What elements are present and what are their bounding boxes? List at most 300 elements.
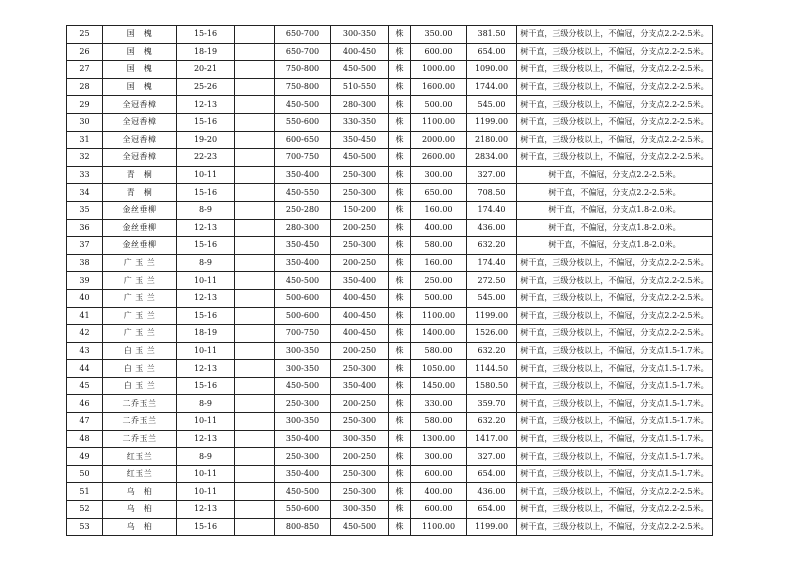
plant-name: 金丝垂柳 xyxy=(103,201,177,219)
blank-cell xyxy=(235,113,275,131)
unit-price: 300.00 xyxy=(411,448,467,466)
row-number: 35 xyxy=(67,201,103,219)
unit-price: 580.00 xyxy=(411,413,467,431)
quality-note: 树干直，三级分枝以上，不偏冠，分支点2.2-2.5米。 xyxy=(517,289,713,307)
plant-height: 250-300 xyxy=(275,395,331,413)
blank-cell xyxy=(235,465,275,483)
blank-cell xyxy=(235,483,275,501)
trunk-diameter: 8-9 xyxy=(177,395,235,413)
unit: 株 xyxy=(389,78,411,96)
unit: 株 xyxy=(389,43,411,61)
table-row xyxy=(67,325,713,343)
unit: 株 xyxy=(389,377,411,395)
quality-note: 树干直，不偏冠，分支点2.2-2.5米。 xyxy=(517,166,713,184)
unit-price: 1400.00 xyxy=(411,325,467,343)
row-number: 43 xyxy=(67,342,103,360)
plant-name: 二乔玉兰 xyxy=(103,395,177,413)
blank-cell xyxy=(235,518,275,536)
quality-note: 树干直，三级分枝以上，不偏冠，分支点2.2-2.5米。 xyxy=(517,325,713,343)
unit-price: 580.00 xyxy=(411,342,467,360)
plant-height: 280-300 xyxy=(275,219,331,237)
unit-price: 1100.00 xyxy=(411,518,467,536)
blank-cell xyxy=(235,272,275,290)
table-row xyxy=(67,430,713,448)
table-row xyxy=(67,219,713,237)
plant-name: 乌 桕 xyxy=(103,518,177,536)
unit: 株 xyxy=(389,254,411,272)
row-number: 27 xyxy=(67,61,103,79)
crown-width: 300-350 xyxy=(331,26,389,44)
plant-height: 300-350 xyxy=(275,413,331,431)
row-number: 47 xyxy=(67,413,103,431)
quality-note: 树干直，三级分枝以上，不偏冠，分支点2.2-2.5米。 xyxy=(517,96,713,114)
table-row xyxy=(67,307,713,325)
total-price: 381.50 xyxy=(467,26,517,44)
unit: 株 xyxy=(389,131,411,149)
crown-width: 200-250 xyxy=(331,219,389,237)
row-number: 33 xyxy=(67,166,103,184)
plant-name: 广 玉 兰 xyxy=(103,254,177,272)
plant-name: 国 槐 xyxy=(103,26,177,44)
quality-note: 树干直，不偏冠，分支点1.8-2.0米。 xyxy=(517,219,713,237)
total-price: 174.40 xyxy=(467,254,517,272)
blank-cell xyxy=(235,501,275,519)
crown-width: 150-200 xyxy=(331,201,389,219)
total-price: 327.00 xyxy=(467,166,517,184)
row-number: 30 xyxy=(67,113,103,131)
table-row xyxy=(67,342,713,360)
table-row xyxy=(67,413,713,431)
row-number: 28 xyxy=(67,78,103,96)
trunk-diameter: 12-13 xyxy=(177,219,235,237)
plant-height: 450-500 xyxy=(275,377,331,395)
quality-note: 树干直，三级分枝以上，不偏冠，分支点1.5-1.7米。 xyxy=(517,377,713,395)
table-row xyxy=(67,465,713,483)
trunk-diameter: 12-13 xyxy=(177,430,235,448)
unit: 株 xyxy=(389,430,411,448)
quality-note: 树干直，三级分枝以上，不偏冠，分支点2.2-2.5米。 xyxy=(517,254,713,272)
row-number: 46 xyxy=(67,395,103,413)
unit: 株 xyxy=(389,149,411,167)
unit: 株 xyxy=(389,342,411,360)
crown-width: 300-350 xyxy=(331,430,389,448)
table-row xyxy=(67,237,713,255)
total-price: 436.00 xyxy=(467,483,517,501)
total-price: 1090.00 xyxy=(467,61,517,79)
plant-name: 广 玉 兰 xyxy=(103,272,177,290)
quality-note: 树干直，三级分枝以上，不偏冠，分支点2.2-2.5米。 xyxy=(517,272,713,290)
unit: 株 xyxy=(389,518,411,536)
row-number: 32 xyxy=(67,149,103,167)
unit-price: 350.00 xyxy=(411,26,467,44)
unit-price: 580.00 xyxy=(411,237,467,255)
table-row xyxy=(67,289,713,307)
total-price: 1199.00 xyxy=(467,307,517,325)
plant-height: 550-600 xyxy=(275,113,331,131)
trunk-diameter: 22-23 xyxy=(177,149,235,167)
plant-name: 乌 桕 xyxy=(103,501,177,519)
row-number: 53 xyxy=(67,518,103,536)
plant-height: 350-400 xyxy=(275,430,331,448)
crown-width: 400-450 xyxy=(331,307,389,325)
row-number: 45 xyxy=(67,377,103,395)
blank-cell xyxy=(235,430,275,448)
row-number: 34 xyxy=(67,184,103,202)
plant-height: 450-500 xyxy=(275,483,331,501)
unit-price: 1050.00 xyxy=(411,360,467,378)
crown-width: 200-250 xyxy=(331,342,389,360)
trunk-diameter: 15-16 xyxy=(177,518,235,536)
total-price: 174.40 xyxy=(467,201,517,219)
blank-cell xyxy=(235,43,275,61)
plant-height: 750-800 xyxy=(275,61,331,79)
plant-height: 750-800 xyxy=(275,78,331,96)
total-price: 1744.00 xyxy=(467,78,517,96)
plant-height: 350-400 xyxy=(275,166,331,184)
plant-name: 金丝垂柳 xyxy=(103,237,177,255)
plant-name: 全冠香樟 xyxy=(103,113,177,131)
crown-width: 250-300 xyxy=(331,413,389,431)
unit: 株 xyxy=(389,413,411,431)
plant-name: 广 玉 兰 xyxy=(103,307,177,325)
crown-width: 250-300 xyxy=(331,360,389,378)
blank-cell xyxy=(235,325,275,343)
plant-height: 450-550 xyxy=(275,184,331,202)
unit: 株 xyxy=(389,448,411,466)
plant-height: 350-450 xyxy=(275,237,331,255)
table-row xyxy=(67,395,713,413)
row-number: 41 xyxy=(67,307,103,325)
row-number: 29 xyxy=(67,96,103,114)
trunk-diameter: 10-11 xyxy=(177,483,235,501)
total-price: 708.50 xyxy=(467,184,517,202)
crown-width: 400-450 xyxy=(331,325,389,343)
plant-name: 青 桐 xyxy=(103,184,177,202)
plant-name: 二乔玉兰 xyxy=(103,430,177,448)
table-row xyxy=(67,131,713,149)
unit-price: 2600.00 xyxy=(411,149,467,167)
unit-price: 400.00 xyxy=(411,483,467,501)
plant-height: 600-650 xyxy=(275,131,331,149)
quality-note: 树干直，三级分枝以上，不偏冠，分支点2.2-2.5米。 xyxy=(517,307,713,325)
quality-note: 树干直，三级分枝以上，不偏冠，分支点2.2-2.5米。 xyxy=(517,501,713,519)
blank-cell xyxy=(235,96,275,114)
row-number: 52 xyxy=(67,501,103,519)
total-price: 632.20 xyxy=(467,342,517,360)
plant-height: 650-700 xyxy=(275,43,331,61)
blank-cell xyxy=(235,289,275,307)
quality-note: 树干直，三级分枝以上，不偏冠，分支点1.5-1.7米。 xyxy=(517,360,713,378)
trunk-diameter: 15-16 xyxy=(177,184,235,202)
plant-height: 450-500 xyxy=(275,96,331,114)
unit: 株 xyxy=(389,201,411,219)
plant-height: 250-280 xyxy=(275,201,331,219)
plant-name: 全冠香樟 xyxy=(103,131,177,149)
quality-note: 树干直，三级分枝以上，不偏冠，分支点1.5-1.7米。 xyxy=(517,395,713,413)
crown-width: 450-500 xyxy=(331,149,389,167)
quality-note: 树干直，三级分枝以上，不偏冠，分支点2.2-2.5米。 xyxy=(517,43,713,61)
quality-note: 树干直，三级分枝以上，不偏冠，分支点2.2-2.5米。 xyxy=(517,149,713,167)
unit: 株 xyxy=(389,166,411,184)
blank-cell xyxy=(235,377,275,395)
blank-cell xyxy=(235,149,275,167)
quality-note: 树干直，不偏冠，分支点2.2-2.5米。 xyxy=(517,184,713,202)
table-row xyxy=(67,201,713,219)
plant-name: 白 玉 兰 xyxy=(103,377,177,395)
unit: 株 xyxy=(389,272,411,290)
row-number: 39 xyxy=(67,272,103,290)
row-number: 40 xyxy=(67,289,103,307)
unit-price: 160.00 xyxy=(411,254,467,272)
blank-cell xyxy=(235,26,275,44)
table-row xyxy=(67,377,713,395)
unit-price: 650.00 xyxy=(411,184,467,202)
table-row xyxy=(67,272,713,290)
table-row xyxy=(67,113,713,131)
trunk-diameter: 12-13 xyxy=(177,501,235,519)
unit-price: 1100.00 xyxy=(411,113,467,131)
plant-name: 红玉兰 xyxy=(103,465,177,483)
row-number: 26 xyxy=(67,43,103,61)
unit: 株 xyxy=(389,289,411,307)
total-price: 327.00 xyxy=(467,448,517,466)
table-row xyxy=(67,501,713,519)
trunk-diameter: 19-20 xyxy=(177,131,235,149)
table-row xyxy=(67,96,713,114)
plant-height: 700-750 xyxy=(275,325,331,343)
plant-name: 国 槐 xyxy=(103,61,177,79)
crown-width: 510-550 xyxy=(331,78,389,96)
row-number: 44 xyxy=(67,360,103,378)
trunk-diameter: 8-9 xyxy=(177,448,235,466)
plant-height: 700-750 xyxy=(275,149,331,167)
blank-cell xyxy=(235,166,275,184)
total-price: 654.00 xyxy=(467,501,517,519)
plant-height: 450-500 xyxy=(275,272,331,290)
quality-note: 树干直，三级分枝以上，不偏冠，分支点2.2-2.5米。 xyxy=(517,26,713,44)
plant-name: 全冠香樟 xyxy=(103,149,177,167)
blank-cell xyxy=(235,395,275,413)
plant-name: 广 玉 兰 xyxy=(103,289,177,307)
unit: 株 xyxy=(389,325,411,343)
unit: 株 xyxy=(389,237,411,255)
table-body xyxy=(67,26,713,536)
plant-name: 金丝垂柳 xyxy=(103,219,177,237)
total-price: 2834.00 xyxy=(467,149,517,167)
quality-note: 树干直，三级分枝以上，不偏冠，分支点2.2-2.5米。 xyxy=(517,78,713,96)
quality-note: 树干直，三级分枝以上，不偏冠，分支点2.2-2.5米。 xyxy=(517,131,713,149)
trunk-diameter: 10-11 xyxy=(177,272,235,290)
unit: 株 xyxy=(389,395,411,413)
plant-height: 550-600 xyxy=(275,501,331,519)
crown-width: 200-250 xyxy=(331,448,389,466)
plant-height: 650-700 xyxy=(275,26,331,44)
table-row xyxy=(67,483,713,501)
quality-note: 树干直，三级分枝以上，不偏冠，分支点2.2-2.5米。 xyxy=(517,61,713,79)
quality-note: 树干直，三级分枝以上，不偏冠，分支点1.5-1.7米。 xyxy=(517,413,713,431)
plant-name: 白 玉 兰 xyxy=(103,342,177,360)
crown-width: 250-300 xyxy=(331,184,389,202)
unit: 株 xyxy=(389,113,411,131)
total-price: 632.20 xyxy=(467,237,517,255)
quality-note: 树干直，三级分枝以上，不偏冠，分支点2.2-2.5米。 xyxy=(517,483,713,501)
plant-height: 300-350 xyxy=(275,342,331,360)
table-row xyxy=(67,518,713,536)
quality-note: 树干直，不偏冠，分支点1.8-2.0米。 xyxy=(517,237,713,255)
unit-price: 250.00 xyxy=(411,272,467,290)
plant-name: 国 槐 xyxy=(103,43,177,61)
table-row xyxy=(67,26,713,44)
trunk-diameter: 20-21 xyxy=(177,61,235,79)
blank-cell xyxy=(235,201,275,219)
unit-price: 1600.00 xyxy=(411,78,467,96)
table-row xyxy=(67,254,713,272)
row-number: 36 xyxy=(67,219,103,237)
plant-name: 红玉兰 xyxy=(103,448,177,466)
crown-width: 250-300 xyxy=(331,237,389,255)
unit-price: 500.00 xyxy=(411,289,467,307)
table-row xyxy=(67,61,713,79)
plant-name: 青 桐 xyxy=(103,166,177,184)
crown-width: 200-250 xyxy=(331,395,389,413)
crown-width: 250-300 xyxy=(331,483,389,501)
unit: 株 xyxy=(389,219,411,237)
table-row xyxy=(67,360,713,378)
trunk-diameter: 15-16 xyxy=(177,26,235,44)
crown-width: 350-400 xyxy=(331,377,389,395)
total-price: 545.00 xyxy=(467,289,517,307)
plant-height: 350-400 xyxy=(275,254,331,272)
crown-width: 350-450 xyxy=(331,131,389,149)
plant-name: 乌 桕 xyxy=(103,483,177,501)
trunk-diameter: 15-16 xyxy=(177,237,235,255)
trunk-diameter: 10-11 xyxy=(177,465,235,483)
total-price: 1417.00 xyxy=(467,430,517,448)
quality-note: 树干直，三级分枝以上，不偏冠，分支点1.5-1.7米。 xyxy=(517,448,713,466)
total-price: 654.00 xyxy=(467,465,517,483)
trunk-diameter: 10-11 xyxy=(177,413,235,431)
plant-height: 300-350 xyxy=(275,360,331,378)
unit-price: 160.00 xyxy=(411,201,467,219)
total-price: 436.00 xyxy=(467,219,517,237)
plant-name: 全冠香樟 xyxy=(103,96,177,114)
unit-price: 330.00 xyxy=(411,395,467,413)
unit: 株 xyxy=(389,61,411,79)
trunk-diameter: 25-26 xyxy=(177,78,235,96)
crown-width: 200-250 xyxy=(331,254,389,272)
plant-name: 二乔玉兰 xyxy=(103,413,177,431)
row-number: 37 xyxy=(67,237,103,255)
crown-width: 450-500 xyxy=(331,518,389,536)
unit-price: 1000.00 xyxy=(411,61,467,79)
row-number: 25 xyxy=(67,26,103,44)
row-number: 38 xyxy=(67,254,103,272)
table-row xyxy=(67,448,713,466)
trunk-diameter: 12-13 xyxy=(177,96,235,114)
unit: 株 xyxy=(389,465,411,483)
blank-cell xyxy=(235,237,275,255)
total-price: 1526.00 xyxy=(467,325,517,343)
quality-note: 树干直，三级分枝以上，不偏冠，分支点1.5-1.7米。 xyxy=(517,465,713,483)
unit: 株 xyxy=(389,26,411,44)
blank-cell xyxy=(235,61,275,79)
unit: 株 xyxy=(389,96,411,114)
crown-width: 400-450 xyxy=(331,289,389,307)
plant-height: 250-300 xyxy=(275,448,331,466)
quality-note: 树干直，三级分枝以上，不偏冠，分支点1.5-1.7米。 xyxy=(517,342,713,360)
unit-price: 600.00 xyxy=(411,43,467,61)
blank-cell xyxy=(235,131,275,149)
total-price: 1580.50 xyxy=(467,377,517,395)
trunk-diameter: 10-11 xyxy=(177,166,235,184)
trunk-diameter: 12-13 xyxy=(177,360,235,378)
trunk-diameter: 8-9 xyxy=(177,254,235,272)
unit-price: 1100.00 xyxy=(411,307,467,325)
unit-price: 300.00 xyxy=(411,166,467,184)
blank-cell xyxy=(235,360,275,378)
unit-price: 400.00 xyxy=(411,219,467,237)
row-number: 42 xyxy=(67,325,103,343)
total-price: 654.00 xyxy=(467,43,517,61)
quality-note: 树干直，三级分枝以上，不偏冠，分支点2.2-2.5米。 xyxy=(517,518,713,536)
plant-name: 白 玉 兰 xyxy=(103,360,177,378)
unit-price: 600.00 xyxy=(411,501,467,519)
unit: 株 xyxy=(389,360,411,378)
unit-price: 1450.00 xyxy=(411,377,467,395)
table-row xyxy=(67,149,713,167)
table-row xyxy=(67,184,713,202)
blank-cell xyxy=(235,448,275,466)
blank-cell xyxy=(235,184,275,202)
total-price: 1144.50 xyxy=(467,360,517,378)
total-price: 1199.00 xyxy=(467,518,517,536)
unit-price: 600.00 xyxy=(411,465,467,483)
row-number: 31 xyxy=(67,131,103,149)
crown-width: 330-350 xyxy=(331,113,389,131)
unit-price: 500.00 xyxy=(411,96,467,114)
blank-cell xyxy=(235,413,275,431)
total-price: 2180.00 xyxy=(467,131,517,149)
trunk-diameter: 10-11 xyxy=(177,342,235,360)
trunk-diameter: 15-16 xyxy=(177,307,235,325)
unit: 株 xyxy=(389,483,411,501)
total-price: 1199.00 xyxy=(467,113,517,131)
unit: 株 xyxy=(389,307,411,325)
total-price: 359.70 xyxy=(467,395,517,413)
blank-cell xyxy=(235,78,275,96)
plant-height: 800-850 xyxy=(275,518,331,536)
total-price: 272.50 xyxy=(467,272,517,290)
trunk-diameter: 8-9 xyxy=(177,201,235,219)
unit: 株 xyxy=(389,501,411,519)
trunk-diameter: 15-16 xyxy=(177,377,235,395)
row-number: 51 xyxy=(67,483,103,501)
crown-width: 250-300 xyxy=(331,465,389,483)
trunk-diameter: 15-16 xyxy=(177,113,235,131)
plant-height: 500-600 xyxy=(275,289,331,307)
unit-price: 2000.00 xyxy=(411,131,467,149)
crown-width: 300-350 xyxy=(331,501,389,519)
total-price: 632.20 xyxy=(467,413,517,431)
crown-width: 280-300 xyxy=(331,96,389,114)
quality-note: 树干直，不偏冠，分支点1.8-2.0米。 xyxy=(517,201,713,219)
price-table xyxy=(66,25,713,536)
trunk-diameter: 12-13 xyxy=(177,289,235,307)
plant-name: 广 玉 兰 xyxy=(103,325,177,343)
blank-cell xyxy=(235,254,275,272)
crown-width: 450-500 xyxy=(331,61,389,79)
crown-width: 400-450 xyxy=(331,43,389,61)
